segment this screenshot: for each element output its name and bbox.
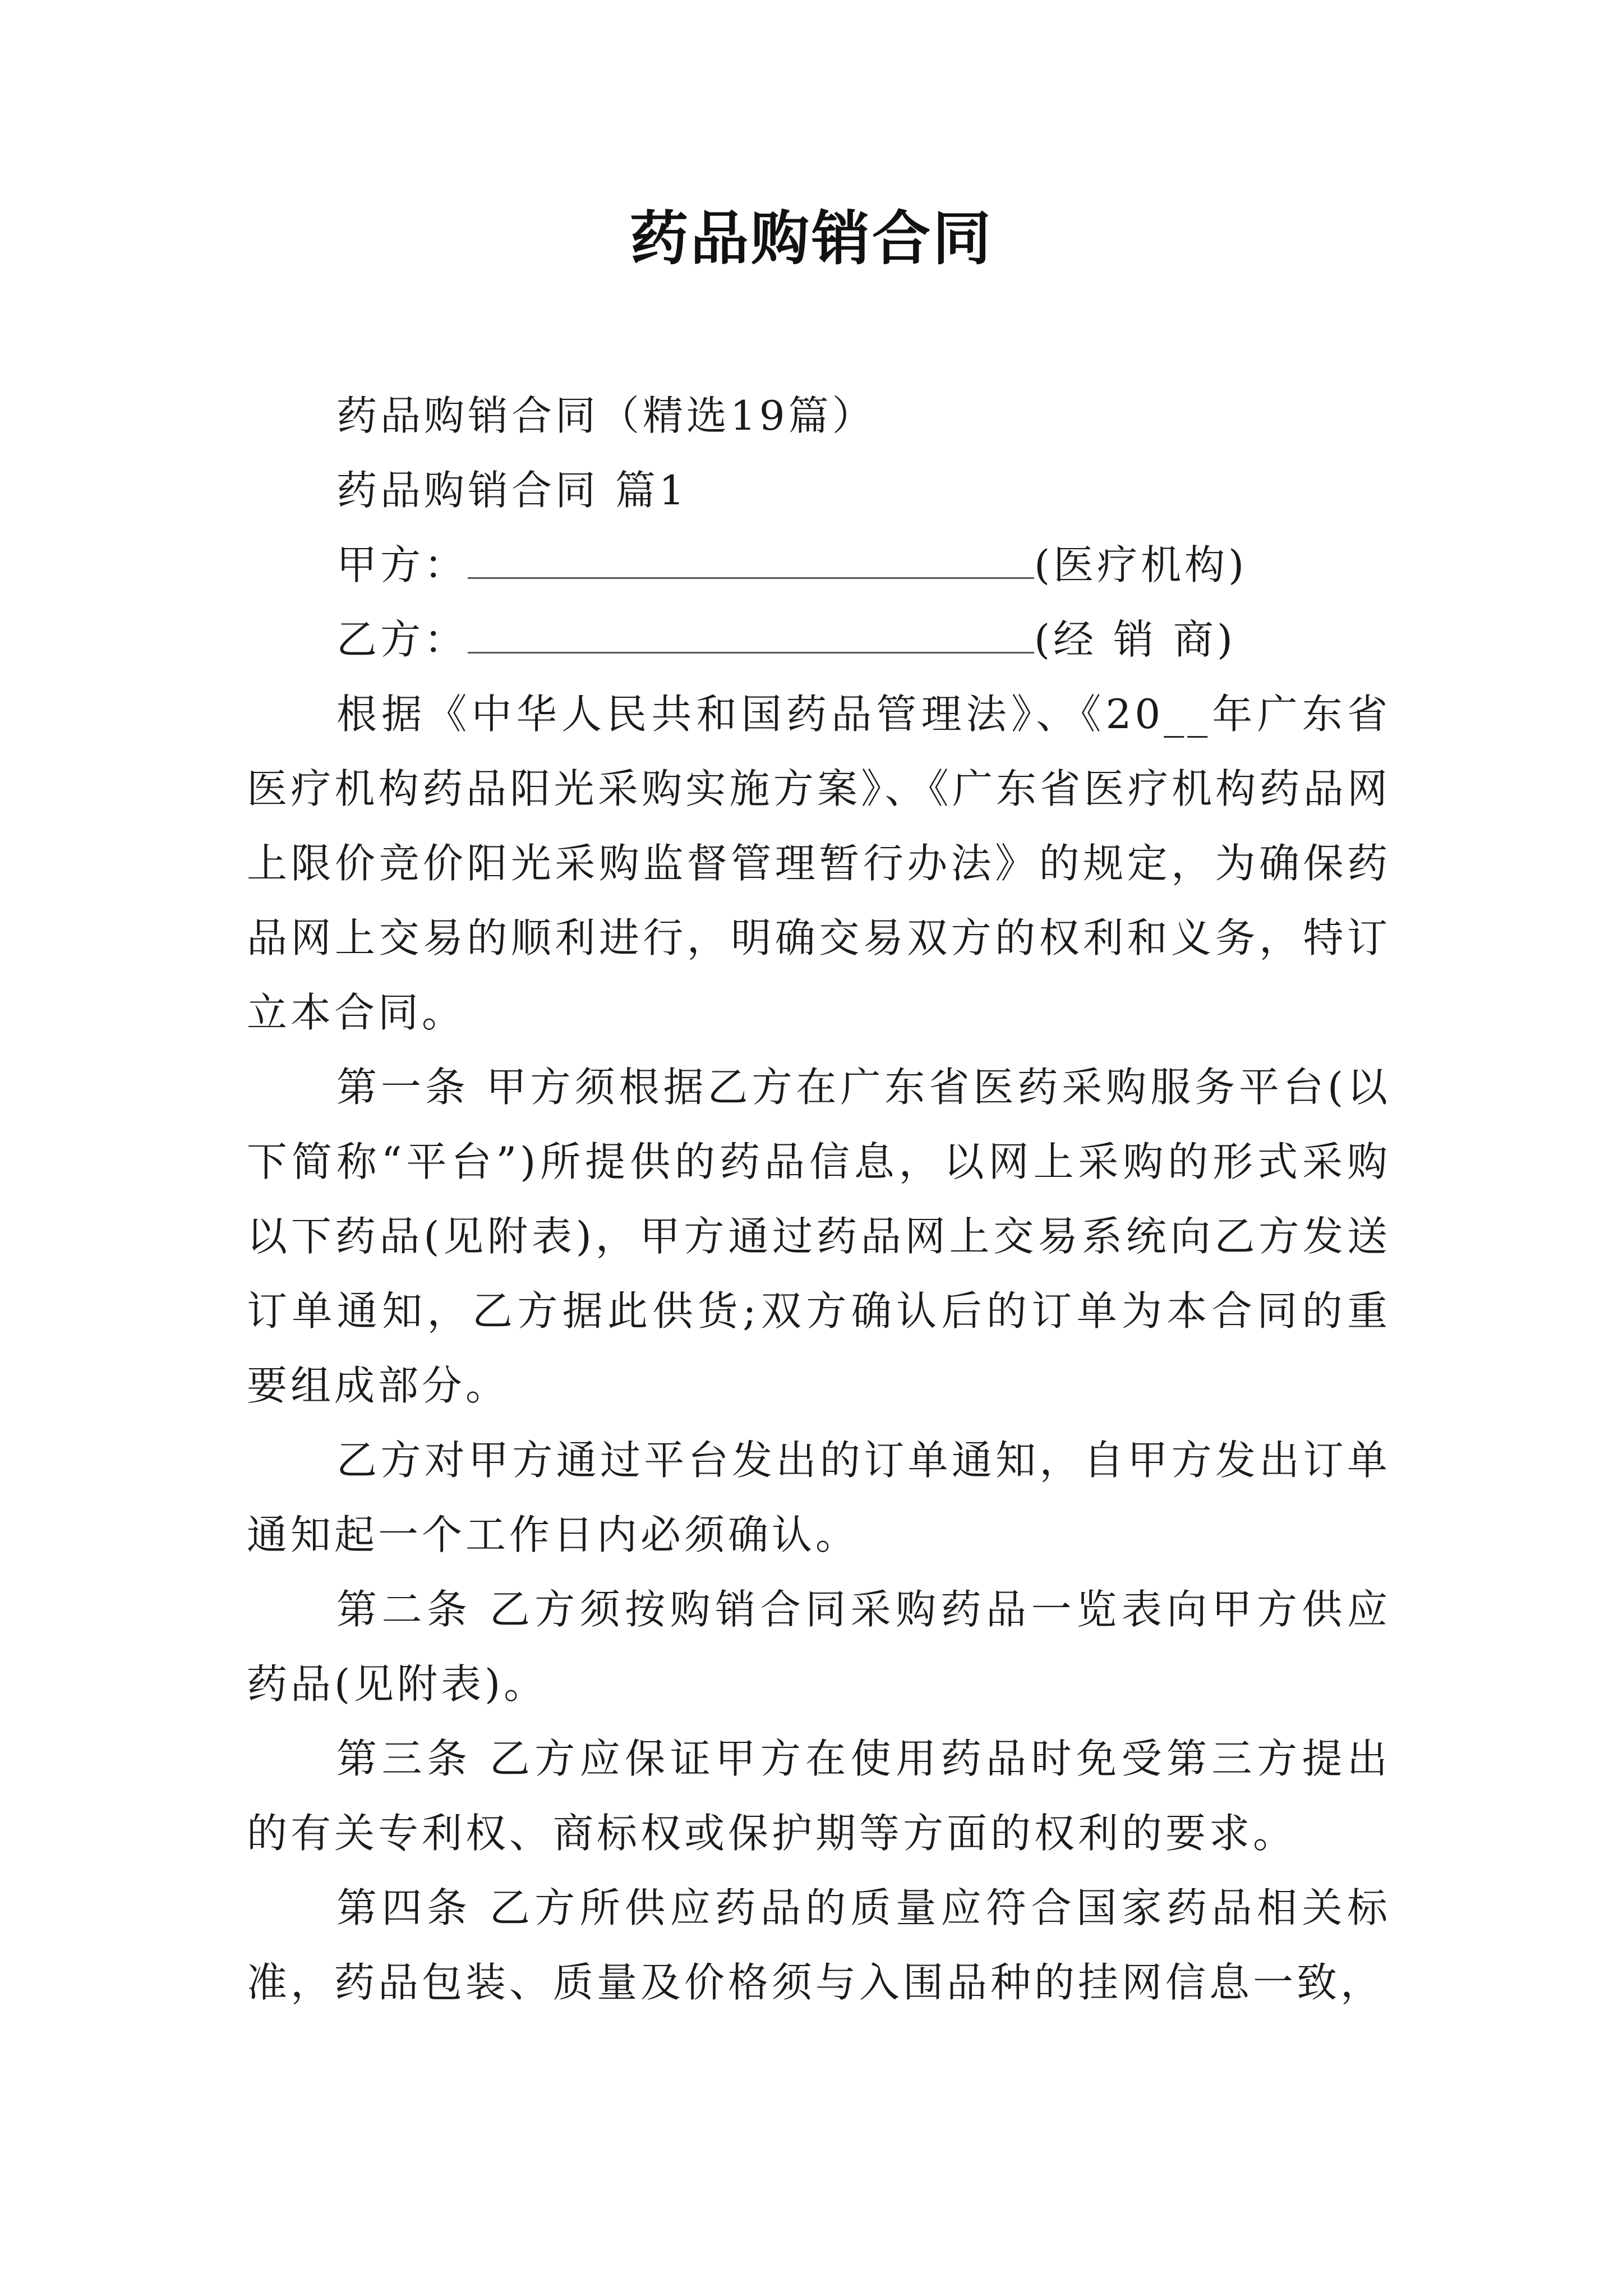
party-b-blank: [468, 646, 1034, 654]
party-a-line: [247, 528, 1391, 602]
party-a-role: (医疗机构): [1034, 541, 1248, 588]
paragraph-article-4: 第四条 乙方所供应药品的质量应符合国家药品相关标准，药品包装、质量及价格须与入围品种的挂网信息一致，: [247, 1884, 1391, 2006]
paragraph-preamble: 根据《中华人民共和国药品管理法》、《20__年广东省医疗机构药品阳光采购实施方案》、《广东省医疗机构药品网上限价竞价阳光采购监督管理暂行办法》的规定，为确保药品网上交易的顺利进行，明确交易双方的权利和义务，特订立本合同。: [247, 691, 1391, 1036]
document-title: 药品购销合同: [629, 204, 993, 273]
paragraph-article-1-confirm: 乙方对甲方通过平台发出的订单通知，自甲方发出订单通知起一个工作日内必须确认。: [247, 1437, 1391, 1558]
party-b-role: (经 销 商): [1034, 616, 1236, 663]
paragraph-article-3: 第三条 乙方应保证甲方在使用药品时免受第三方提出的有关专利权、商标权或保护期等方面的权利的要求。: [247, 1735, 1391, 1857]
paragraph-article-1: 第一条 甲方须根据乙方在广东省医药采购服务平台(以下简称“平台”)所提供的药品信息，以网上采购的形式采购以下药品(见附表)，甲方通过药品网上交易系统向乙方发送订单通知，乙方据此供货;双方确认后的订单为本合同的重要组成部分。: [247, 1064, 1391, 1409]
document-subtitle: 药品购销合同（精选19篇）: [336, 392, 876, 439]
document-body: [247, 379, 1391, 2020]
party-a-label: 甲方：: [336, 541, 468, 588]
paragraph-article-2: 第二条 乙方须按购销合同采购药品一览表向甲方供应药品(见附表)。: [247, 1586, 1391, 1708]
section-heading: 药品购销合同 篇1: [336, 467, 688, 514]
party-b-label: 乙方：: [336, 616, 468, 663]
party-b-line: [247, 602, 1391, 677]
party-a-blank: [468, 572, 1034, 579]
